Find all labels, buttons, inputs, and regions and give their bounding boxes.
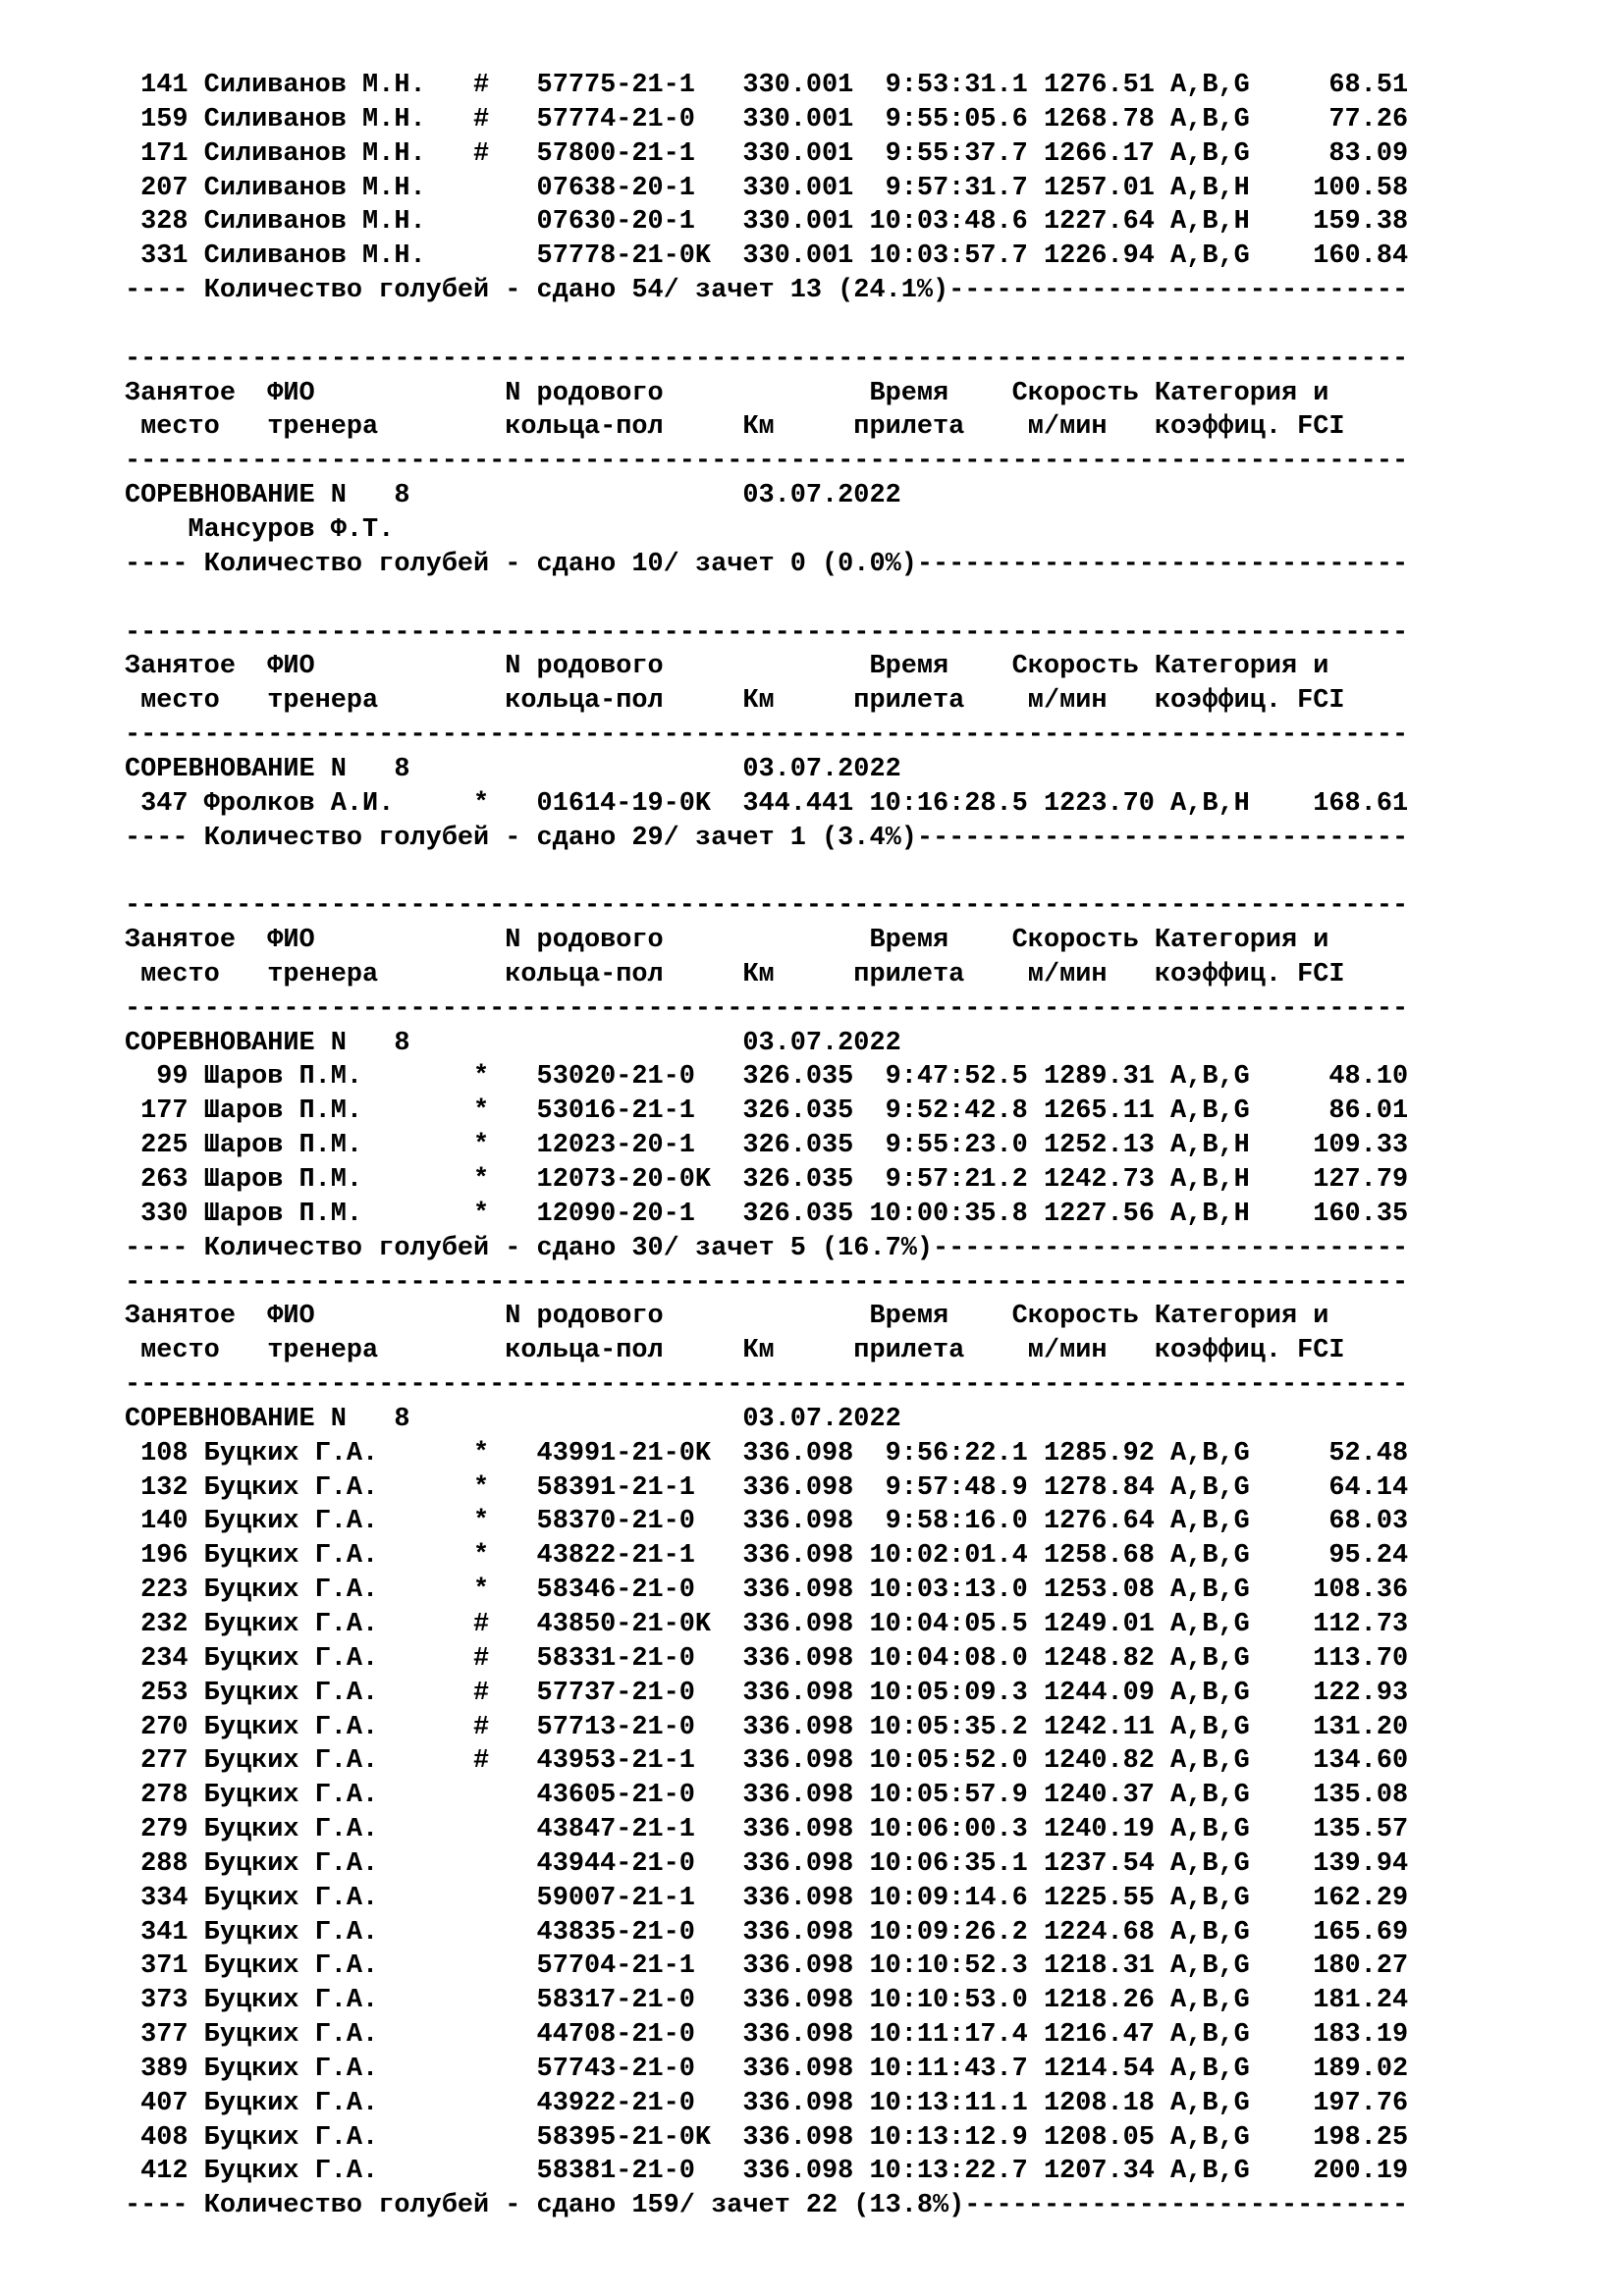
result-row: 177 Шаров П.М. * 53016-21-1 326.035 9:52:42.8 1265.11 A,B,G 86.01 bbox=[125, 1096, 1409, 1127]
separator-line: --------------------------------------------------------------------------------- bbox=[125, 891, 1409, 922]
result-row: 371 Буцких Г.А. 57704-21-1 336.098 10:10:52.3 1218.31 A,B,G 180.27 bbox=[125, 1951, 1409, 1982]
column-header: место тренера кольца-пол Км прилета м/мин коэффиц. FCI bbox=[125, 412, 1345, 443]
competition-header: СОРЕВНОВАНИЕ N 8 03.07.2022 bbox=[125, 481, 901, 511]
column-header: место тренера кольца-пол Км прилета м/мин коэффиц. FCI bbox=[125, 959, 1345, 989]
result-row: 108 Буцких Г.А. * 43991-21-0K 336.098 9:56:22.1 1285.92 A,B,G 52.48 bbox=[125, 1438, 1409, 1468]
results-page bbox=[125, 69, 1408, 2223]
section-summary: ---- Количество голубей - сдано 29/ зачет 1 (3.4%)------------------------------- bbox=[125, 823, 1409, 853]
result-row: 99 Шаров П.М. * 53020-21-0 326.035 9:47:52.5 1289.31 A,B,G 48.10 bbox=[125, 1062, 1409, 1093]
column-header: Занятое ФИО N родового Время Скорость Категория и bbox=[125, 652, 1329, 682]
result-row: 159 Силиванов М.Н. # 57774-21-0 330.001 9:55:05.6 1268.78 A,B,G 77.26 bbox=[125, 104, 1409, 134]
result-row: 196 Буцких Г.А. * 43822-21-1 336.098 10:02:01.4 1258.68 A,B,G 95.24 bbox=[125, 1541, 1409, 1572]
result-row: 263 Шаров П.М. * 12073-20-0K 326.035 9:57:21.2 1242.73 A,B,H 127.79 bbox=[125, 1165, 1409, 1195]
separator-line: --------------------------------------------------------------------------------- bbox=[125, 993, 1409, 1024]
column-header: Занятое ФИО N родового Время Скорость Категория и bbox=[125, 378, 1329, 408]
separator-line: --------------------------------------------------------------------------------- bbox=[125, 1267, 1409, 1298]
result-row: 132 Буцких Г.А. * 58391-21-1 336.098 9:57:48.9 1278.84 A,B,G 64.14 bbox=[125, 1472, 1409, 1503]
result-row: 141 Силиванов М.Н. # 57775-21-1 330.001 9:53:31.1 1276.51 A,B,G 68.51 bbox=[125, 71, 1409, 100]
separator-line: --------------------------------------------------------------------------------- bbox=[125, 447, 1409, 477]
result-row: 407 Буцких Г.А. 43922-21-0 336.098 10:13:11.1 1208.18 A,B,G 197.76 bbox=[125, 2088, 1409, 2118]
column-header: Занятое ФИО N родового Время Скорость Категория и bbox=[125, 926, 1329, 956]
column-header: место тренера кольца-пол Км прилета м/мин коэффиц. FCI bbox=[125, 1336, 1345, 1366]
result-row: 225 Шаров П.М. * 12023-20-1 326.035 9:55:23.0 1252.13 A,B,H 109.33 bbox=[125, 1131, 1409, 1161]
result-row: 207 Силиванов М.Н. 07638-20-1 330.001 9:57:31.7 1257.01 A,B,H 100.58 bbox=[125, 173, 1409, 203]
separator-line: --------------------------------------------------------------------------------- bbox=[125, 1370, 1409, 1401]
section-summary: ---- Количество голубей - сдано 54/ зачет 13 (24.1%)----------------------------- bbox=[125, 276, 1409, 306]
result-row: 330 Шаров П.М. * 12090-20-1 326.035 10:00:35.8 1227.56 A,B,H 160.35 bbox=[125, 1199, 1409, 1229]
blank-line bbox=[125, 308, 1408, 343]
separator-line: --------------------------------------------------------------------------------- bbox=[125, 721, 1409, 751]
result-row: 234 Буцких Г.А. # 58331-21-0 336.098 10:04:08.0 1248.82 A,B,G 113.70 bbox=[125, 1643, 1409, 1674]
section-summary: ---- Количество голубей - сдано 10/ зачет 0 (0.0%)------------------------------- bbox=[125, 549, 1409, 579]
result-row: 140 Буцких Г.А. * 58370-21-0 336.098 9:58:16.0 1276.64 A,B,G 68.03 bbox=[125, 1507, 1409, 1537]
result-row: 288 Буцких Г.А. 43944-21-0 336.098 10:06:35.1 1237.54 A,B,G 139.94 bbox=[125, 1848, 1409, 1879]
result-row: 377 Буцких Г.А. 44708-21-0 336.098 10:11:17.4 1216.47 A,B,G 183.19 bbox=[125, 2020, 1409, 2051]
result-row: 341 Буцких Г.А. 43835-21-0 336.098 10:09:26.2 1224.68 A,B,G 165.69 bbox=[125, 1917, 1409, 1948]
result-row: 171 Силиванов М.Н. # 57800-21-1 330.001 9:55:37.7 1266.17 A,B,G 83.09 bbox=[125, 138, 1409, 169]
result-row: 412 Буцких Г.А. 58381-21-0 336.098 10:13:22.7 1207.34 A,B,G 200.19 bbox=[125, 2157, 1409, 2187]
competition-header: СОРЕВНОВАНИЕ N 8 03.07.2022 bbox=[125, 754, 901, 784]
result-row: 223 Буцких Г.А. * 58346-21-0 336.098 10:03:13.0 1253.08 A,B,G 108.36 bbox=[125, 1575, 1409, 1606]
result-row: 253 Буцких Г.А. # 57737-21-0 336.098 10:05:09.3 1244.09 A,B,G 122.93 bbox=[125, 1678, 1409, 1708]
result-row: 347 Фролков А.И. * 01614-19-0K 344.441 10:16:28.5 1223.70 A,B,H 168.61 bbox=[125, 788, 1409, 819]
result-row: 389 Буцких Г.А. 57743-21-0 336.098 10:11:43.7 1214.54 A,B,G 189.02 bbox=[125, 2054, 1409, 2084]
separator-line: --------------------------------------------------------------------------------- bbox=[125, 344, 1409, 374]
result-row: 278 Буцких Г.А. 43605-21-0 336.098 10:05:57.9 1240.37 A,B,G 135.08 bbox=[125, 1781, 1409, 1811]
result-row: 334 Буцких Г.А. 59007-21-1 336.098 10:09:14.6 1225.55 A,B,G 162.29 bbox=[125, 1883, 1409, 1913]
separator-line: --------------------------------------------------------------------------------- bbox=[125, 617, 1409, 648]
result-row: 232 Буцких Г.А. # 43850-21-0K 336.098 10:04:05.5 1249.01 A,B,G 112.73 bbox=[125, 1609, 1409, 1639]
result-row: 270 Буцких Г.А. # 57713-21-0 336.098 10:05:35.2 1242.11 A,B,G 131.20 bbox=[125, 1712, 1409, 1742]
competition-header: СОРЕВНОВАНИЕ N 8 03.07.2022 bbox=[125, 1404, 901, 1434]
result-row: 279 Буцких Г.А. 43847-21-1 336.098 10:06:00.3 1240.19 A,B,G 135.57 bbox=[125, 1815, 1409, 1845]
section-summary: ---- Количество голубей - сдано 30/ зачет 5 (16.7%)------------------------------ bbox=[125, 1233, 1409, 1263]
column-header: место тренера кольца-пол Км прилета м/мин коэффиц. FCI bbox=[125, 686, 1345, 717]
result-row: 331 Силиванов М.Н. 57778-21-0K 330.001 10:03:57.7 1226.94 A,B,G 160.84 bbox=[125, 241, 1409, 272]
trainer-name: Мансуров Ф.Т. bbox=[125, 514, 395, 545]
column-header: Занятое ФИО N родового Время Скорость Категория и bbox=[125, 1302, 1329, 1332]
blank-line bbox=[125, 582, 1408, 616]
result-row: 277 Буцких Г.А. # 43953-21-1 336.098 10:05:52.0 1240.82 A,B,G 134.60 bbox=[125, 1746, 1409, 1777]
result-row: 328 Силиванов М.Н. 07630-20-1 330.001 10:03:48.6 1227.64 A,B,H 159.38 bbox=[125, 207, 1409, 238]
competition-header: СОРЕВНОВАНИЕ N 8 03.07.2022 bbox=[125, 1028, 901, 1058]
section-summary: ---- Количество голубей - сдано 159/ зачет 22 (13.8%)---------------------------- bbox=[125, 2191, 1409, 2221]
blank-line bbox=[125, 855, 1408, 889]
result-row: 408 Буцких Г.А. 58395-21-0K 336.098 10:13:12.9 1208.05 A,B,G 198.25 bbox=[125, 2122, 1409, 2153]
result-row: 373 Буцких Г.А. 58317-21-0 336.098 10:10:53.0 1218.26 A,B,G 181.24 bbox=[125, 1986, 1409, 2016]
